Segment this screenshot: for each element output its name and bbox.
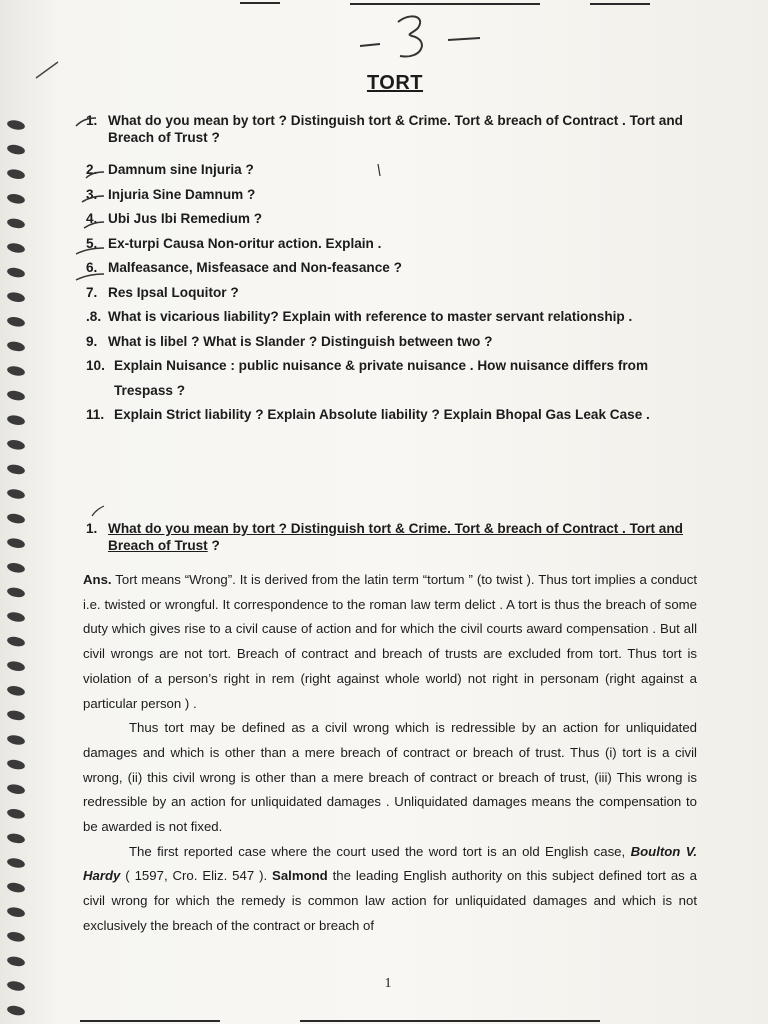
question-text: Res Ipsal Loquitor ? [108, 284, 239, 300]
spiral-hole [6, 709, 25, 722]
bottom-edge-line [300, 1020, 600, 1022]
question-text: What do you mean by tort ? Distinguish tort & Crime. Tort & breach of Contract . Tort and Breach of Trust ? [108, 113, 683, 145]
spiral-hole [6, 980, 25, 993]
list-item [86, 281, 706, 306]
spiral-hole [6, 414, 25, 427]
spiral-hole [6, 808, 25, 821]
list-item [86, 256, 706, 281]
authority-name: Salmond [272, 868, 328, 884]
spiral-hole [6, 562, 25, 575]
spiral-hole [6, 1004, 25, 1017]
spiral-hole [6, 955, 25, 968]
question-text: Injuria Sine Damnum ? [108, 186, 256, 202]
spiral-hole [6, 488, 25, 501]
answer-paragraph-text: Tort means “Wrong”. It is derived from the latin term “tortum ” (to twist ). Thus tort implies a conduct i.e. twisted or wrongful. It correspondence to the roman law term delict . A tort is thus the breach of some duty which gives rise to a civil cause of action and for which the civil courts award compensation . But all civil wrongs are not tort. Breach of contract and breach of trusts are excluded from tort. Thus tort is violation of a person’s right in rem (right against whole world) not right in personam (right against a particular person ) . [83, 572, 697, 711]
spiral-hole [6, 340, 25, 353]
answer-heading [86, 520, 696, 554]
spiral-hole [6, 193, 25, 206]
question-number: .8. [86, 309, 102, 324]
answer-paragraph: Thus tort may be defined as a civil wrong which is redressible by an action for unliquidated damages and which is other than a mere breach of contract or breach of trust. Thus (i) tort is a civil wrong, (ii) this civil wrong is other than a mere breach of contract or breach of trust, (iii) This wrong is redressible by an action for unliquidated damages . Unliquidated damages means the compensation to be awarded is not fixed. [83, 720, 697, 835]
list-item [86, 330, 706, 355]
spiral-hole [6, 217, 25, 230]
answer-paragraph [83, 568, 697, 716]
answer-heading-tail: ? [207, 538, 220, 553]
spiral-hole [6, 119, 25, 132]
citation-detail: ( 1597, Cro. Eliz. 547 ). [120, 868, 273, 884]
spiral-hole [6, 463, 25, 476]
spiral-hole [6, 439, 25, 452]
answer-body [83, 568, 697, 939]
spiral-hole [6, 881, 25, 894]
question-number: 5. [86, 235, 98, 251]
spiral-hole [6, 685, 25, 698]
question-text: Malfeasance, Misfeasace and Non-feasance ? [108, 260, 402, 275]
question-text: Explain Strict liability ? Explain Absolute liability ? Explain Bhopal Gas Leak Case . [114, 407, 650, 422]
question-number: 9. [86, 333, 98, 349]
spiral-hole [6, 832, 25, 845]
spiral-hole [6, 266, 25, 279]
list-item [86, 354, 706, 403]
spiral-hole [6, 758, 25, 771]
spiral-hole [6, 906, 25, 919]
spiral-hole [6, 857, 25, 870]
spiral-hole [6, 365, 25, 378]
answer-heading-row [86, 520, 696, 554]
list-item [86, 112, 706, 146]
question-number: 2. [86, 162, 98, 177]
spiral-hole [6, 168, 25, 181]
list-item [86, 158, 706, 183]
spiral-hole [6, 660, 25, 673]
question-list [86, 112, 706, 428]
page-number: 1 [384, 976, 392, 991]
spiral-hole [6, 537, 25, 550]
question-number: 6. [86, 260, 98, 275]
list-item [86, 403, 706, 428]
spiral-hole [6, 635, 25, 648]
answer-paragraph-text: the leading English authority on this subject defined tort as a civil wrong for which the remedy is common law action for unliquidated damages and which is not exclusively the breach of the contract or breach of [83, 868, 697, 933]
spiral-hole [6, 316, 25, 329]
spiral-hole [6, 512, 25, 525]
handwritten-page-number [356, 6, 486, 66]
question-text: Ex-turpi Causa Non-oritur action. Explain . [108, 235, 382, 251]
spiral-hole [6, 242, 25, 255]
list-item [86, 207, 706, 232]
top-edge-line [590, 3, 650, 5]
spiral-hole [6, 611, 25, 624]
bottom-edge-line [80, 1020, 220, 1022]
question-text: What is vicarious liability? Explain with reference to master servant relationship . [108, 309, 633, 324]
list-item [86, 232, 706, 257]
list-item [86, 305, 706, 330]
question-text: Ubi Jus Ibi Remedium ? [108, 211, 263, 226]
question-number: 1. [86, 113, 98, 128]
question-number: 7. [86, 284, 98, 300]
ans-label: Ans. [83, 572, 112, 587]
spiral-hole [6, 586, 25, 599]
answer-paragraph-text: The first reported case where the court used the word tort is an old English case, [129, 843, 626, 859]
spiral-hole [6, 734, 25, 747]
case-citation: Boulton V. Hardy [83, 843, 697, 884]
spiral-hole [6, 389, 25, 402]
question-number: 11. [86, 407, 105, 422]
spiral-hole [6, 783, 25, 796]
question-text: Explain Nuisance : public nuisance & private nuisance . How nuisance differs from Trespass ? [114, 358, 649, 398]
question-text: Damnum sine Injuria ? [108, 162, 254, 177]
page-title: TORT [366, 72, 424, 94]
spiral-hole [6, 143, 25, 156]
top-edge-line [240, 2, 280, 4]
spiral-binding [0, 0, 40, 1024]
answer-paragraph [83, 840, 697, 939]
question-number: 3. [86, 186, 98, 202]
question-text: What is libel ? What is Slander ? Distinguish between two ? [108, 333, 493, 349]
list-item [86, 183, 706, 208]
question-number: 10. [86, 358, 105, 373]
question-number: 4. [86, 211, 98, 226]
spiral-hole [6, 931, 25, 944]
spiral-hole [6, 291, 25, 304]
top-edge-line [350, 3, 540, 5]
answer-heading-text: What do you mean by tort ? Distinguish tort & Crime. Tort & breach of Contract . Tort and Breach of Trust [108, 521, 683, 553]
answer-heading-number: 1. [86, 521, 98, 536]
